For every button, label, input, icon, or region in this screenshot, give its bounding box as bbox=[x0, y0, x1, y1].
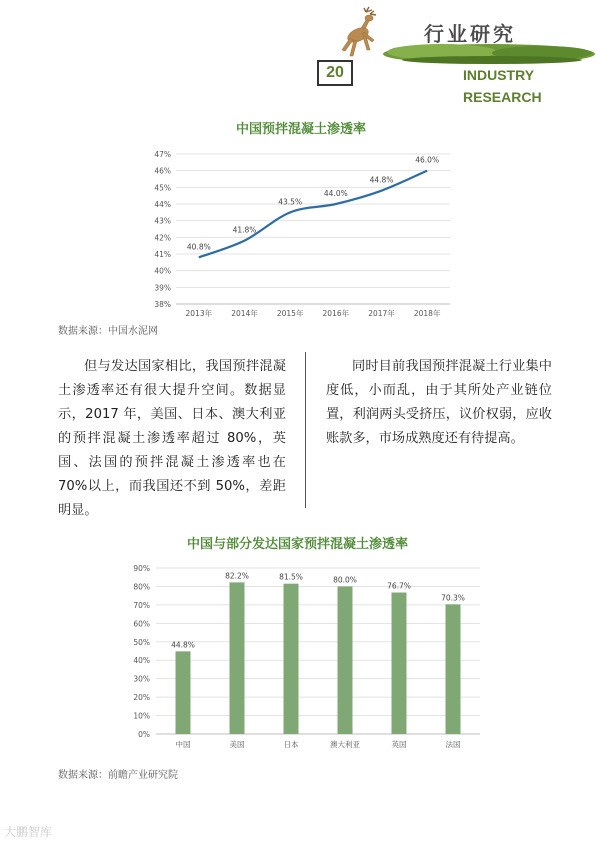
data-label: 46.0% bbox=[415, 155, 440, 165]
x-tick-label: 澳大利亚 bbox=[330, 740, 360, 749]
chart1-source: 数据来源：中国水泥网 bbox=[58, 326, 158, 337]
x-tick-label: 法国 bbox=[445, 740, 461, 749]
data-label: 43.5% bbox=[278, 197, 303, 207]
data-label: 70.3% bbox=[441, 593, 465, 603]
data-label: 44.8% bbox=[369, 175, 394, 185]
y-tick-label: 50% bbox=[133, 637, 150, 647]
bar bbox=[446, 604, 461, 734]
chart2-source: 数据来源：前瞻产业研究院 bbox=[58, 770, 178, 781]
watermark: 大鹏智库 bbox=[4, 825, 53, 839]
y-tick-label: 43% bbox=[154, 216, 171, 226]
chart1-title: 中国预拌混凝土渗透率 bbox=[236, 122, 367, 137]
y-tick-label: 38% bbox=[154, 300, 171, 309]
line-chart bbox=[140, 142, 460, 320]
y-tick-label: 47% bbox=[154, 150, 171, 159]
left-paragraph: 但与发达国家相比，我国预拌混凝土渗透率还有很大提升空间。数据显示，2017 年，美国、日本、澳大利亚的预拌混凝土渗透率超过 80%，英国、法国的预拌混凝土渗透率也在 70%以上，而我国还不到 50%，差距明显。 bbox=[58, 359, 286, 518]
data-label: 82.2% bbox=[225, 571, 249, 581]
bar bbox=[284, 584, 299, 734]
chart2-title: 中国与部分发达国家预拌混凝土渗透率 bbox=[187, 537, 409, 552]
x-tick-label: 2015年 bbox=[276, 309, 304, 318]
column-divider bbox=[305, 352, 306, 508]
y-tick-label: 60% bbox=[133, 619, 150, 629]
y-tick-label: 39% bbox=[154, 283, 171, 293]
right-paragraph: 同时目前我国预拌混凝土行业集中度低，小而乱，由于其所处产业链位置，利润两头受挤压，议价权弱，应收账款多，市场成熟度还有待提高。 bbox=[326, 359, 552, 446]
x-tick-label: 2014年 bbox=[231, 309, 258, 318]
data-label: 41.8% bbox=[232, 225, 257, 235]
data-label: 44.0% bbox=[323, 189, 348, 198]
y-tick-label: 45% bbox=[154, 183, 171, 193]
bar bbox=[176, 651, 191, 734]
data-label: 44.8% bbox=[171, 640, 195, 650]
y-tick-label: 0% bbox=[138, 730, 150, 739]
bar bbox=[230, 582, 245, 734]
y-tick-label: 42% bbox=[154, 233, 171, 243]
deer-logo-icon bbox=[336, 6, 386, 60]
x-tick-label: 中国 bbox=[175, 740, 191, 749]
data-label: 40.8% bbox=[186, 242, 211, 252]
section-title: 行业研究 bbox=[424, 22, 516, 46]
x-tick-label: 2017年 bbox=[368, 309, 395, 318]
y-tick-label: 41% bbox=[154, 250, 171, 259]
x-tick-label: 2016年 bbox=[322, 309, 350, 318]
y-tick-label: 70% bbox=[133, 600, 150, 610]
x-tick-label: 英国 bbox=[391, 740, 407, 749]
page-number-box bbox=[317, 60, 353, 86]
bar bbox=[392, 593, 407, 734]
y-tick-label: 30% bbox=[133, 674, 150, 684]
y-tick-label: 46% bbox=[154, 166, 171, 176]
y-tick-label: 40% bbox=[154, 266, 171, 276]
y-tick-label: 40% bbox=[133, 656, 150, 666]
data-label: 81.5% bbox=[279, 572, 303, 582]
y-tick-label: 80% bbox=[133, 582, 150, 592]
x-tick-label: 2013年 bbox=[185, 309, 213, 318]
y-tick-label: 20% bbox=[133, 693, 150, 703]
section-title-english: INDUSTRY RESEARCH bbox=[463, 67, 542, 105]
x-tick-label: 美国 bbox=[229, 740, 245, 749]
page-number: 20 bbox=[326, 64, 344, 81]
data-label: 76.7% bbox=[387, 581, 411, 591]
x-tick-label: 日本 bbox=[283, 740, 299, 749]
y-tick-label: 44% bbox=[154, 200, 171, 209]
bar bbox=[338, 586, 353, 734]
data-label: 80.0% bbox=[333, 575, 357, 585]
bar-chart bbox=[120, 556, 490, 754]
x-tick-label: 2018年 bbox=[413, 309, 441, 318]
y-tick-label: 10% bbox=[133, 711, 150, 721]
y-tick-label: 90% bbox=[133, 564, 150, 573]
